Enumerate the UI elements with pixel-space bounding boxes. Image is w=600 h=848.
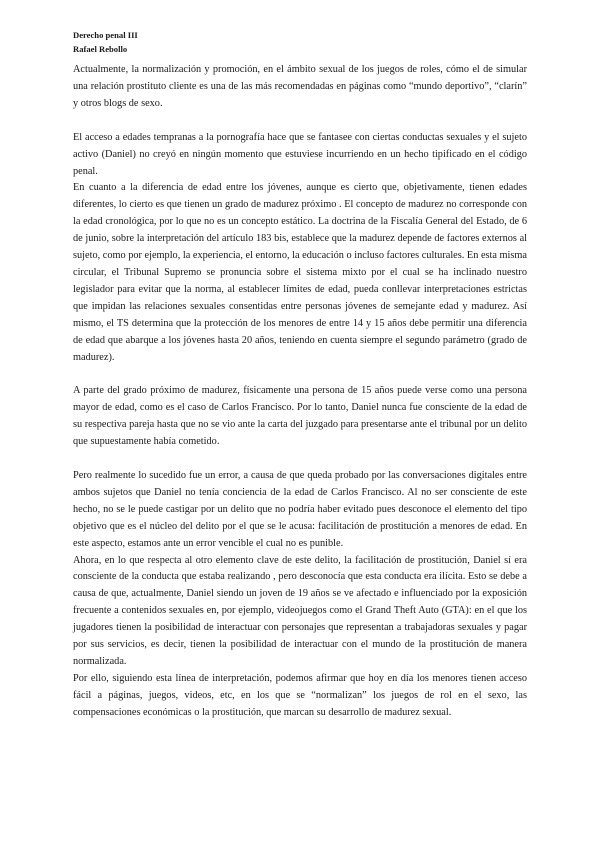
document-page [73,28,527,722]
paragraph-error: Pero realmente lo sucedido fue un error, a causa de que queda probado por las conversaciones digitales entre ambos sujetos que Daniel no tenía conciencia de la edad de Carlos Francisco. Al no ser consciente de este hecho, no se le puede castigar por un delito que no podría haber evitado pues desconoce el elemento del tipo objetivo que es el núcleo del delito por el que se le acusa: facilitación de prostitución a menores de edad. En este aspecto, estamos ante un error vencible el cual no es punible. [73,470,527,549]
document-body [73,62,527,722]
paragraph-pornography-access: El acceso a edades tempranas a la pornografía hace que se fantasee con ciertas conductas sexuales y el sujeto activo (Daniel) no creyó en ningún momento que estuviese incurriendo en un hecho tipificado en el código penal. [73,131,527,177]
document-header [73,28,527,56]
paragraph-prostitution-facilitation: Ahora, en lo que respecta al otro elemento clave de este delito, la facilitación de prostitución, Daniel sí era consciente de la conducta que estaba realizando , pero desconocía que esta conducta era ilícita. Esto se debe a causa de que, actualmente, Daniel siendo un joven de 19 años se ve afectado e influenciado por la exposición frecuente a contenidos sexuales en, por ejemplo, videojuegos como el Grand Theft Auto (GTA): en el que los jugadores tienen la posibilidad de interactuar con personajes que representan a trabajadoras sexuales y pagar por sus servicios, es decir, tienen la posibilidad de interactuar con el mundo de la prostitución de manera normalizada. [73,554,527,667]
paragraph-physical-appearance: A parte del grado próximo de madurez, físicamente una persona de 15 años puede verse como una persona mayor de edad, como es el caso de Carlos Francisco. Por lo tanto, Daniel nunca fue consciente de la edad de su respectiva pareja hasta que no se vio ante la carta del juzgado para presentarse ante el tribunal por un delito que supuestamente había cometido. [73,385,527,448]
paragraph-age-difference: En cuanto a la diferencia de edad entre los jóvenes, aunque es cierto que, objetivamente, tienen edades diferentes, lo cierto es que tienen un grado de madurez próximo . El concepto de madurez no corresponde con la edad cronológica, por lo que no es un concepto estático. La doctrina de la Fiscalía General del Estado, de 6 de junio, sobre la interpretación del artículo 183 bis, establece que la madurez depende de factores externos al sujeto, como por ejemplo, la experiencia, el entorno, la educación o incluso factores culturales. En esta misma circular, el Tribunal Supremo se pronuncia sobre el sistema mixto por el cual se ha inclinado nuestro legislador para evitar que la norma, al establecer límites de edad, pueda conllevar interpretaciones estrictas que impidan las relaciones sexuales consentidas entre personas jóvenes de semejante edad y madurez. Así mismo, el TS determina que la protección de los menores de entre 14 y 15 años debe permitir una diferencia de edad que abarque a los jóvenes hasta 20 años, teniendo en cuenta siempre el segundo parámetro (grado de madurez). [73,182,527,363]
paragraph-conclusion: Por ello, siguiendo esta línea de interpretación, podemos afirmar que hoy en día los menores tienen acceso fácil a páginas, juegos, videos, etc, en los que se “normalizan” los juegos de rol en el sexo, las compensaciones económicas o la prostitución, que marcan su desarrollo de madurez sexual. [73,672,527,718]
paragraph-intro: Actualmente, la normalización y promoción, en el ámbito sexual de los juegos de roles, cómo el de simular una relación prostituto cliente es una de las más recomendadas en páginas como “mundo deportivo”, “clarín” y otros blogs de sexo. [73,64,527,109]
author-name: Rafael Rebollo [73,44,128,54]
course-title: Derecho penal III [73,30,138,40]
